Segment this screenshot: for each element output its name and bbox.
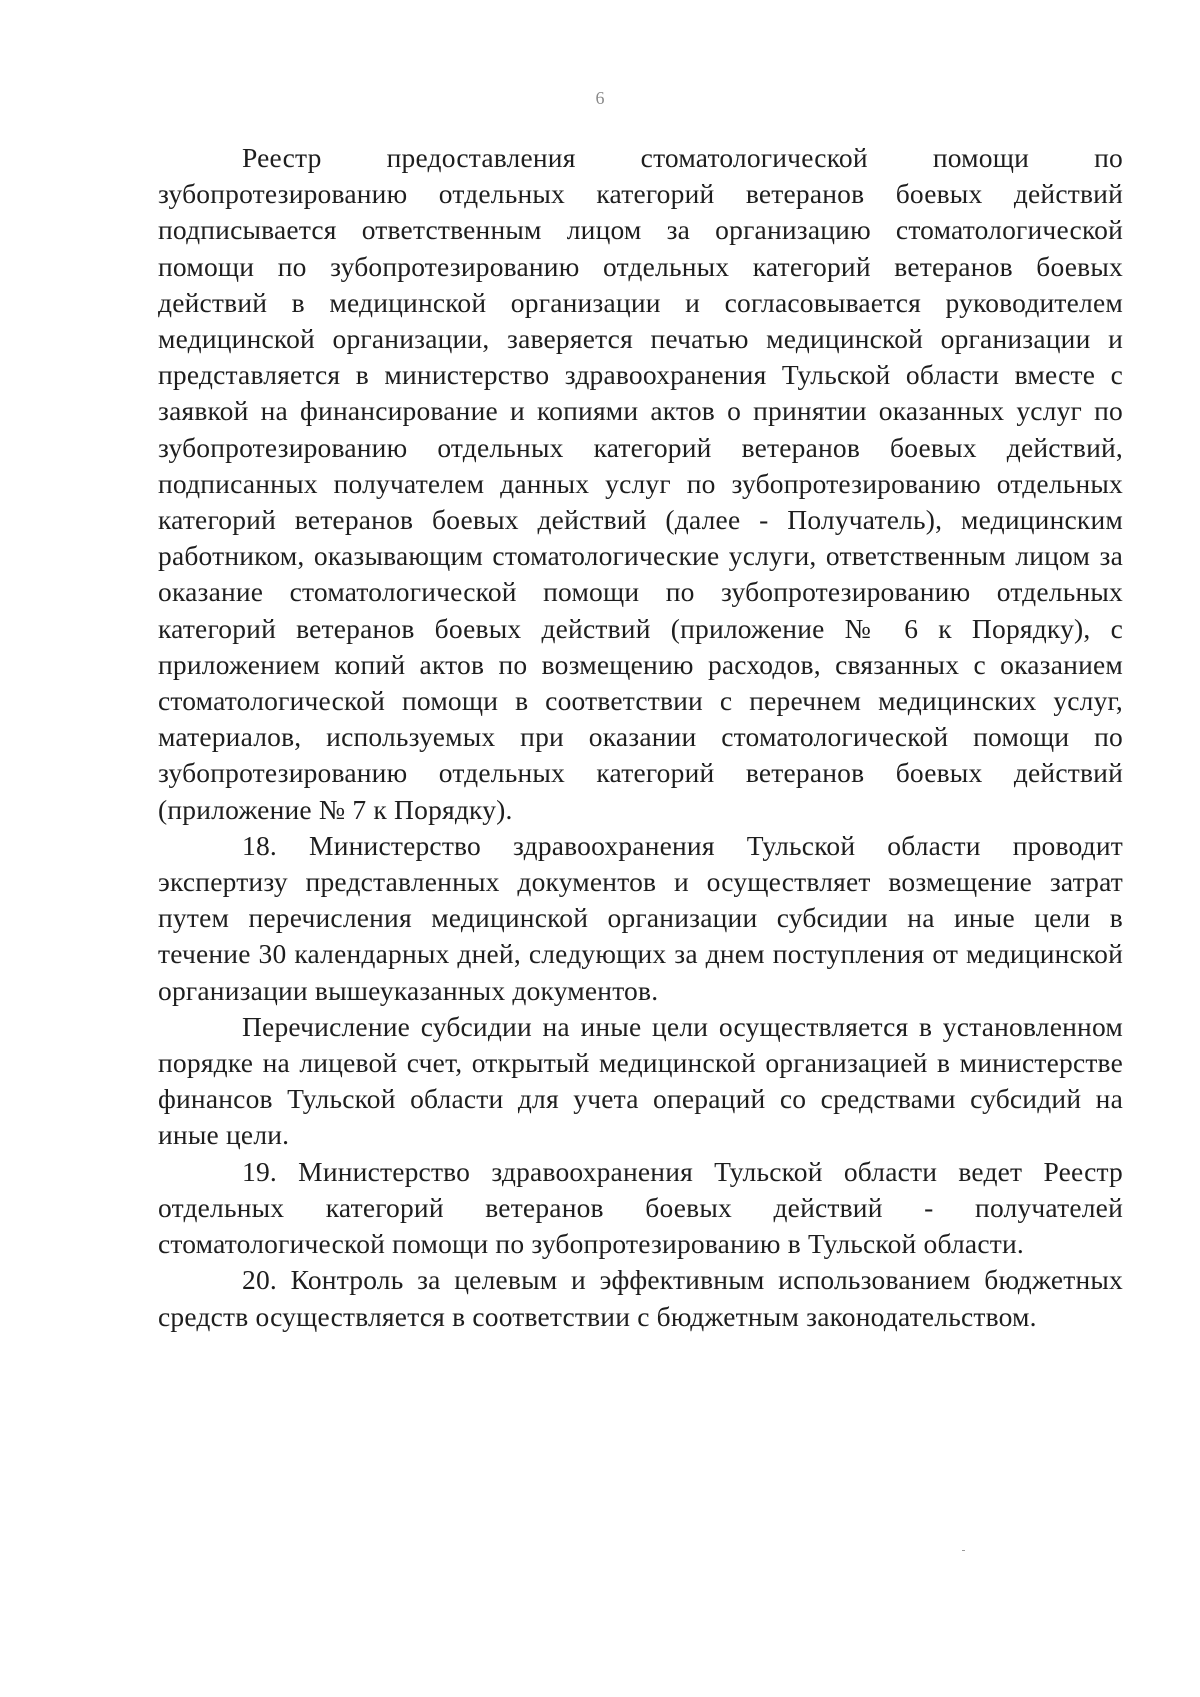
paragraph-19: 19. Министерство здравоохранения Тульской области ведет Реестр отдельных категорий ветеранов боевых действий - получателей стоматологической помощи по зубопротезированию в Тульской области.	[158, 1155, 1123, 1260]
paragraph-18: 18. Министерство здравоохранения Тульской области проводит экспертизу представленных документов и осуществляет возмещение затрат путем перечисления медицинской организации субсидии на иные цели в течение 30 календарных дней, следующих за днем поступления от медицинской организации вышеуказанных документов.	[158, 829, 1123, 1006]
page-number: 6	[595, 88, 605, 108]
document-body	[158, 140, 1123, 1335]
paragraph-20: 20. Контроль за целевым и эффективным использованием бюджетных средств осуществляется в соответствии с бюджетным законодательством.	[158, 1264, 1123, 1332]
paragraph-subsidy-transfer: Перечисление субсидии на иные цели осуществляется в установленном порядке на лицевой счет, открытый медицинской организацией в министерстве финансов Тульской области для учета операций со средствами субсидий на иные цели.	[158, 1010, 1123, 1151]
scan-speck	[962, 1550, 965, 1551]
paragraph-registry: Реестр предоставления стоматологической помощи по зубопротезированию отдельных категорий ветеранов боевых действий подписывается ответственным лицом за организацию стоматологической помощи по зубопротезированию отдельных категорий ветеранов боевых действий в медицинской организации и согласовывается руководителем медицинской организации, заверяется печатью медицинской организации и представляется в министерство здравоохранения Тульской области вместе с заявкой на финансирование и копиями актов о принятии оказанных услуг по зубопротезированию отдельных категорий ветеранов боевых действий, подписанных получателем данных услуг по зубопротезированию отдельных категорий ветеранов боевых действий (далее - Получатель), медицинским работником, оказывающим стоматологические услуги, ответственным лицом за оказание стоматологической помощи по зубопротезированию отдельных категорий ветеранов боевых действий (приложение № 6 к Порядку), с приложением копий актов по возмещению расходов, связанных с оказанием стоматологической помощи в соответствии с перечнем медицинских услуг, материалов, используемых при оказании стоматологической помощи по зубопротезированию отдельных категорий ветеранов боевых действий (приложение № 7 к Порядку).	[158, 142, 1123, 825]
